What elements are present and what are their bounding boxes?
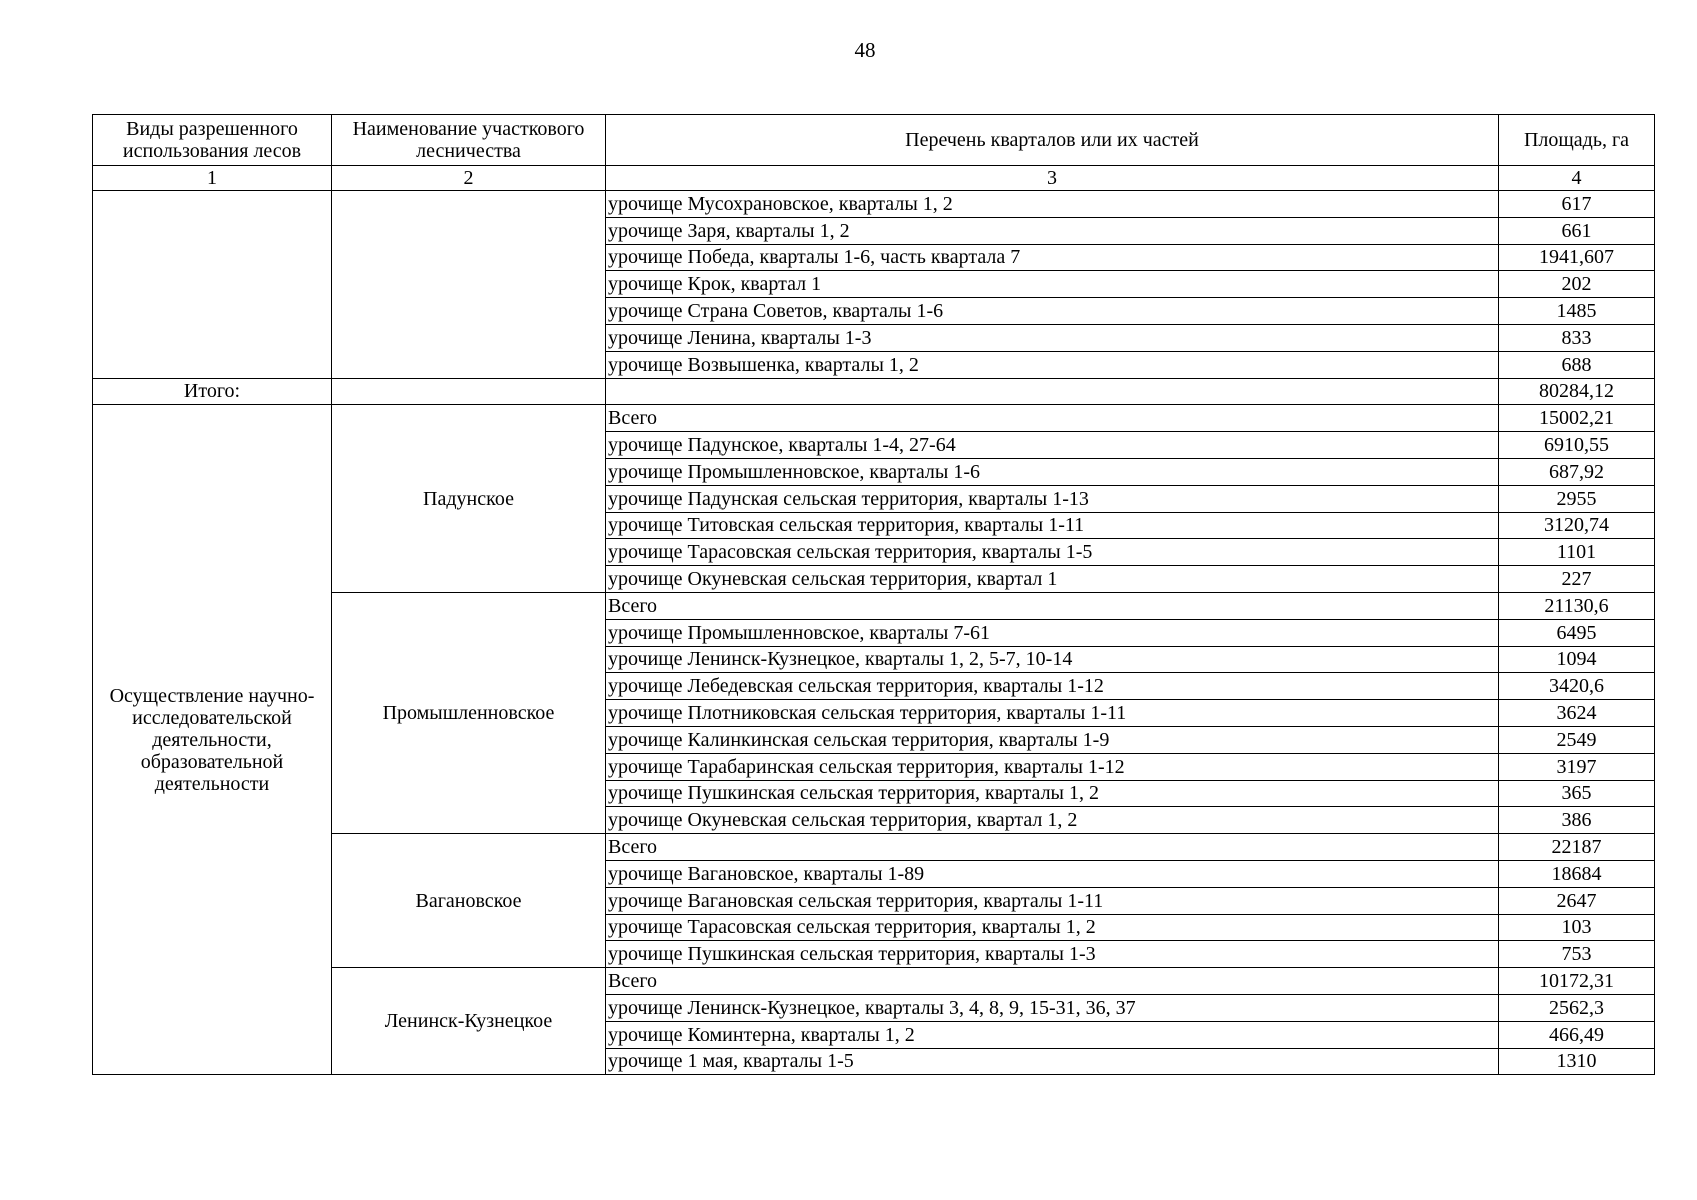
area-cell: 688 — [1499, 351, 1655, 378]
quarters-cell: урочище Страна Советов, кварталы 1-6 — [606, 298, 1499, 325]
area-cell: 3120,74 — [1499, 512, 1655, 539]
forest-use-table — [92, 114, 1655, 1075]
quarters-cell: урочище Крок, квартал 1 — [606, 271, 1499, 298]
column-number: 2 — [332, 166, 606, 191]
quarters-cell: урочище Калинкинская сельская территория, кварталы 1-9 — [606, 726, 1499, 753]
quarters-cell: урочище Ленинск-Кузнецкое, кварталы 1, 2, 5-7, 10-14 — [606, 646, 1499, 673]
use-type-cell-empty — [93, 191, 332, 379]
forestry-cell: Ленинск-Кузнецкое — [332, 968, 606, 1075]
area-cell: 22187 — [1499, 834, 1655, 861]
area-cell: 2647 — [1499, 887, 1655, 914]
total-row — [93, 378, 1655, 405]
area-cell: 15002,21 — [1499, 405, 1655, 432]
header-use-type: Виды разрешенного использования лесов — [93, 115, 332, 166]
header-forestry: Наименование участкового лесничества — [332, 115, 606, 166]
quarters-cell: урочище Тарасовская сельская территория, кварталы 1, 2 — [606, 914, 1499, 941]
header-area: Площадь, га — [1499, 115, 1655, 166]
forestry-cell: Падунское — [332, 405, 606, 593]
quarters-cell: урочище Титовская сельская территория, кварталы 1-11 — [606, 512, 1499, 539]
quarters-cell: урочище Окуневская сельская территория, квартал 1, 2 — [606, 807, 1499, 834]
quarters-cell: урочище Возвышенка, кварталы 1, 2 — [606, 351, 1499, 378]
quarters-cell: Всего — [606, 405, 1499, 432]
area-cell: 386 — [1499, 807, 1655, 834]
quarters-cell: урочище Тарасовская сельская территория, кварталы 1-5 — [606, 539, 1499, 566]
area-cell: 1094 — [1499, 646, 1655, 673]
quarters-cell: урочище Ленинск-Кузнецкое, кварталы 3, 4, 8, 9, 15-31, 36, 37 — [606, 994, 1499, 1021]
quarters-cell: урочище Мусохрановское, кварталы 1, 2 — [606, 191, 1499, 218]
area-cell: 2562,3 — [1499, 994, 1655, 1021]
table-row — [93, 191, 1655, 218]
quarters-cell: урочище Тарабаринская сельская территория, кварталы 1-12 — [606, 753, 1499, 780]
area-cell: 617 — [1499, 191, 1655, 218]
forestry-cell-empty — [332, 191, 606, 379]
forestry-cell: Вагановское — [332, 834, 606, 968]
area-cell: 1101 — [1499, 539, 1655, 566]
column-number: 1 — [93, 166, 332, 191]
column-number-row — [93, 166, 1655, 191]
quarters-cell: урочище Падунская сельская территория, кварталы 1-13 — [606, 485, 1499, 512]
area-cell: 833 — [1499, 324, 1655, 351]
header-row — [93, 115, 1655, 166]
area-cell: 466,49 — [1499, 1021, 1655, 1048]
area-cell: 687,92 — [1499, 458, 1655, 485]
area-cell: 202 — [1499, 271, 1655, 298]
area-cell: 1310 — [1499, 1048, 1655, 1075]
area-cell: 21130,6 — [1499, 592, 1655, 619]
total-area: 80284,12 — [1499, 378, 1655, 405]
area-cell: 365 — [1499, 780, 1655, 807]
quarters-cell: урочище Коминтерна, кварталы 1, 2 — [606, 1021, 1499, 1048]
area-cell: 2955 — [1499, 485, 1655, 512]
area-cell: 3624 — [1499, 700, 1655, 727]
area-cell: 2549 — [1499, 726, 1655, 753]
quarters-cell: урочище Лебедевская сельская территория, кварталы 1-12 — [606, 673, 1499, 700]
quarters-cell: Всего — [606, 834, 1499, 861]
area-cell: 753 — [1499, 941, 1655, 968]
area-cell: 1485 — [1499, 298, 1655, 325]
header-quarters: Перечень кварталов или их частей — [606, 115, 1499, 166]
total-label: Итого: — [93, 378, 332, 405]
area-cell: 1941,607 — [1499, 244, 1655, 271]
quarters-cell: урочище Победа, кварталы 1-6, часть квартала 7 — [606, 244, 1499, 271]
column-number: 4 — [1499, 166, 1655, 191]
column-number: 3 — [606, 166, 1499, 191]
forestry-cell: Промышленновское — [332, 592, 606, 833]
quarters-cell: урочище Промышленновское, кварталы 1-6 — [606, 458, 1499, 485]
quarters-cell: урочище Пушкинская сельская территория, кварталы 1, 2 — [606, 780, 1499, 807]
quarters-cell: урочище Окуневская сельская территория, квартал 1 — [606, 566, 1499, 593]
area-cell: 6910,55 — [1499, 432, 1655, 459]
quarters-cell: урочище 1 мая, кварталы 1-5 — [606, 1048, 1499, 1075]
quarters-cell: Всего — [606, 968, 1499, 995]
total-empty-cell — [606, 378, 1499, 405]
quarters-cell: урочище Заря, кварталы 1, 2 — [606, 217, 1499, 244]
quarters-cell: урочище Пушкинская сельская территория, кварталы 1-3 — [606, 941, 1499, 968]
area-cell: 103 — [1499, 914, 1655, 941]
quarters-cell: урочище Промышленновское, кварталы 7-61 — [606, 619, 1499, 646]
area-cell: 3197 — [1499, 753, 1655, 780]
table-row — [93, 405, 1655, 432]
use-type-cell: Осуществление научно-исследовательской деятельности, образовательной деятельности — [93, 405, 332, 1075]
area-cell: 3420,6 — [1499, 673, 1655, 700]
quarters-cell: Всего — [606, 592, 1499, 619]
quarters-cell: урочище Вагановская сельская территория, кварталы 1-11 — [606, 887, 1499, 914]
quarters-cell: урочище Падунское, кварталы 1-4, 27-64 — [606, 432, 1499, 459]
area-cell: 661 — [1499, 217, 1655, 244]
total-empty-cell — [332, 378, 606, 405]
area-cell: 18684 — [1499, 860, 1655, 887]
quarters-cell: урочище Ленина, кварталы 1-3 — [606, 324, 1499, 351]
area-cell: 6495 — [1499, 619, 1655, 646]
area-cell: 227 — [1499, 566, 1655, 593]
page-number: 48 — [854, 38, 876, 62]
quarters-cell: урочище Вагановское, кварталы 1-89 — [606, 860, 1499, 887]
quarters-cell: урочище Плотниковская сельская территория, кварталы 1-11 — [606, 700, 1499, 727]
area-cell: 10172,31 — [1499, 968, 1655, 995]
